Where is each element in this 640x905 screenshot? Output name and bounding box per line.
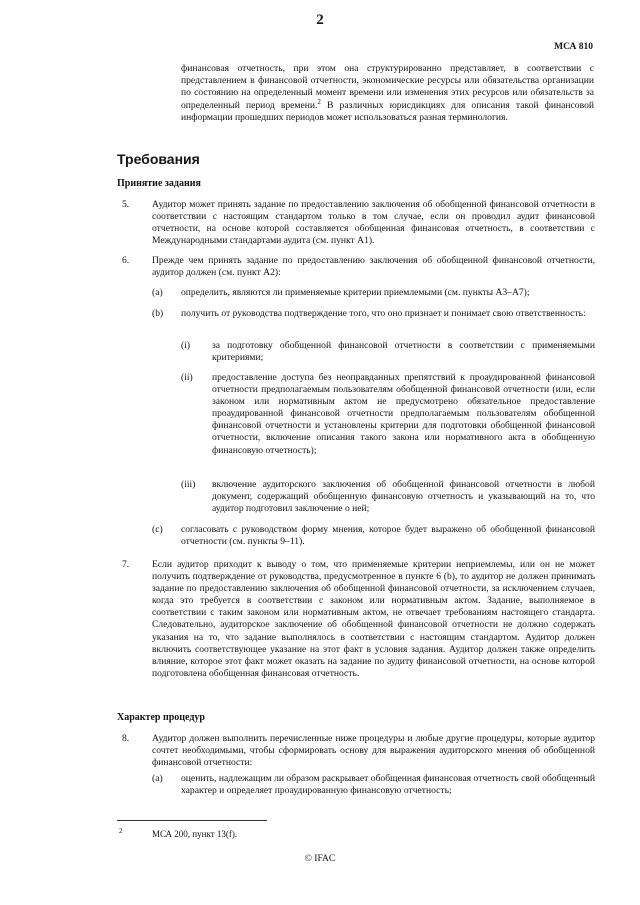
standard-reference: МСА 810 <box>554 42 593 52</box>
footnote-divider <box>117 820 267 821</box>
subheading-acceptance: Принятие задания <box>117 178 201 189</box>
intro-text: финансовая отчетность, при этом она структурированно представляет, в соответствии с представлением в финансовой отчетности, экономические ресурсы или обязательства организации по состоянию на определенный момент времени или изменения этих ресурсов или обязательств за определенный период времени. <box>181 63 594 111</box>
p6c-label: (c) <box>152 524 163 535</box>
page-footer: © IFAC <box>304 854 336 864</box>
page-number: 2 <box>316 12 324 28</box>
p8a-text: оценить, надлежащим ли образом раскрывает обобщенная финансовая отчетность свой обобщенный характер и определяет проаудированную финансовую отчетность; <box>181 773 595 797</box>
p6b-iii-text: включение аудиторского заключения об обобщенной финансовой отчетности в любой документ, содержащий обобщенную финансовую отчетность и указывающий на то, что аудитор подготовил заключение о ней; <box>212 479 595 515</box>
p6b-i-label: (i) <box>181 340 191 351</box>
intro-text-after: В различных юрисдикциях для описания такой финансовой информации прошедших периодов может использоваться разная терминология. <box>181 99 594 123</box>
p6b-label: (b) <box>152 308 164 319</box>
footnote-number: 2 <box>119 827 123 835</box>
p8-text: Аудитор должен выполнить перечисленные ниже процедуры и любые другие процедуры, которые аудитор сочтет необходимыми, чтобы сформировать основу для выражения аудиторского мнения об обобщенной финансовой отчетности: <box>152 733 595 769</box>
p6c-text: согласовать с руководством форму мнения, которое будет выражено об обобщенной финансовой отчетности (см. пункты 9–11). <box>181 524 595 548</box>
p7-number: 7. <box>122 559 130 570</box>
p6b-i-text: за подготовку обобщенной финансовой отчетности в соответствии с применяемыми критериями; <box>212 340 595 364</box>
p5-text: Аудитор может принять задание по предоставлению заключения об обобщенной финансовой отчетности в соответствии с настоящим стандартом только в том случае, если он проводил аудит финансовой отчетности, на основе которой составляется обобщенная финансовая отчетность, в соответствии с Международными стандартами аудита (см. пункт А1). <box>152 199 595 247</box>
section-heading: Требования <box>117 151 200 167</box>
intro-paragraph <box>181 63 594 124</box>
p6a-label: (a) <box>152 287 163 298</box>
p6-text: Прежде чем принять задание по предоставлению заключения об обобщенной финансовой отчетности, аудитор должен (см. пункт А2): <box>152 255 595 279</box>
footnote-text: МСА 200, пункт 13(f). <box>152 829 238 839</box>
p8a-label: (a) <box>152 773 163 784</box>
p6a-text: определить, являются ли применяемые критерии приемлемыми (см. пункты А3–А7); <box>181 287 530 298</box>
p6b-ii-text: предоставление доступа без неоправданных препятствий к проаудированной финансовой отчетности предполагаемым пользователям обобщенной финансовой отчетности (или, если законом или нормативным актом не предусмотрено обязательное предоставление проаудированной финансовой отчетности предполагаемым пользователям обобщенной финансовой отчетности и установлены критерии для подготовки обобщенной финансовой отчетности, включение описания такого закона или нормативного акта в обобщенную финансовую отчетность); <box>212 372 595 456</box>
footnote-mark: 2 <box>317 97 321 106</box>
subheading-procedures: Характер процедур <box>117 712 205 723</box>
p5-number: 5. <box>122 199 130 210</box>
p8-number: 8. <box>122 733 130 744</box>
p6b-ii-label: (ii) <box>181 372 193 383</box>
p7-text: Если аудитор приходит к выводу о том, что применяемые критерии неприемлемы, или он не может получить подтверждение от руководства, предусмотренное в пункте 6 (b), то аудитор не должен принимать задание по предоставлению заключения об обобщенной финансовой отчетности, за исключением случаев, когда это требуется в соответствии с законом или нормативным актом. Задание, выполняемое в соответствии с таким законом или нормативным актом, не отвечает требованиям настоящего стандарта. Следовательно, аудиторское заключение об обобщенной финансовой отчетности не должно содержать указания на то, что задание выполнялось в соответствии с настоящим стандартом. Аудитор должен включить соответствующее указание на этот факт в условия задания. Аудитор должен также определить влияние, которое этот факт может оказать на задание по аудиту финансовой отчетности, на основе которой подготовлена обобщенная финансовая отчетность. <box>152 559 595 679</box>
p6b-text: получить от руководства подтверждение того, что оно признает и понимает свою ответственность: <box>181 308 586 319</box>
p6-number: 6. <box>122 255 130 266</box>
p6b-iii-label: (iii) <box>181 479 196 490</box>
